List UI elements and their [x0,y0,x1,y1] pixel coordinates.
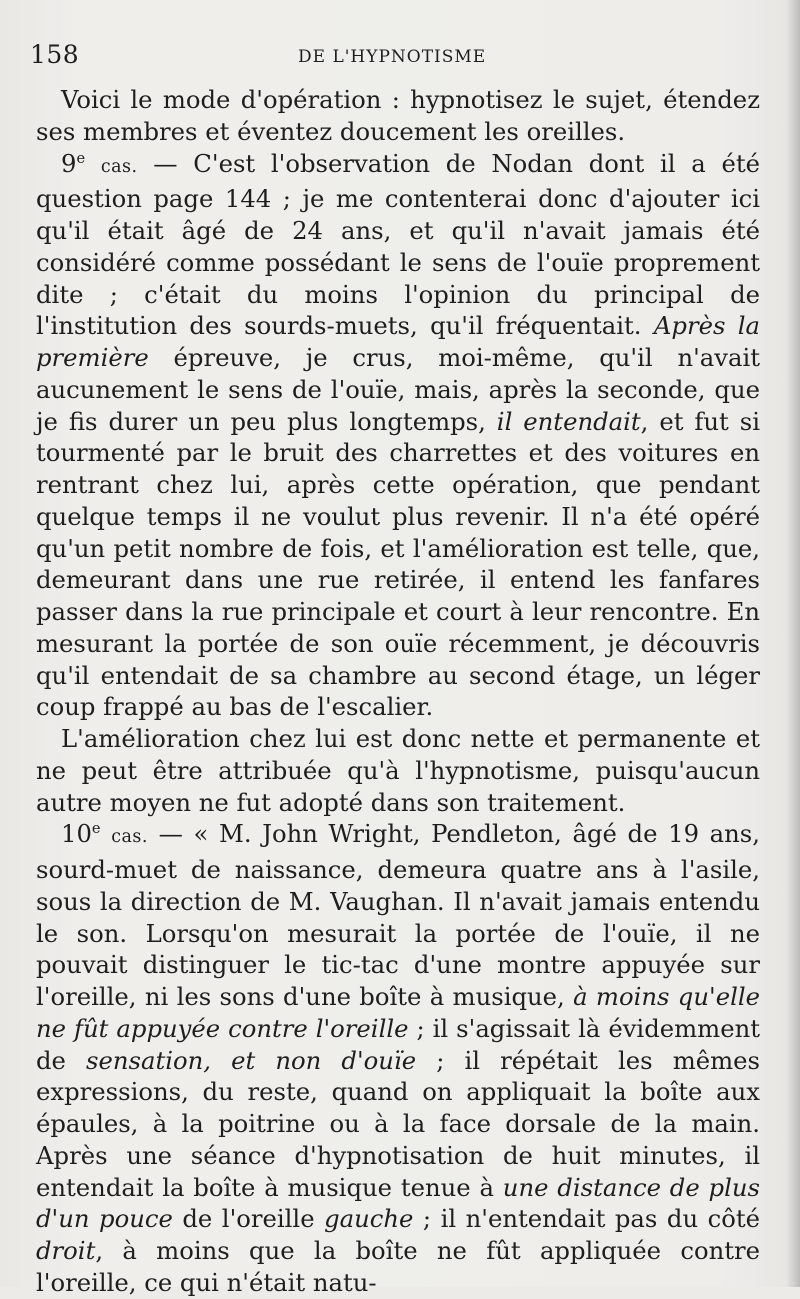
case-text: ; il s'agissait là évidemment de [36,1013,760,1075]
case-text: de l'oreille [172,1204,325,1234]
case-emphasis: gauche [324,1204,414,1234]
paragraph-case-9 [36,148,760,724]
case-label: cas. [100,156,138,177]
case-label: cas. [111,827,148,848]
case-text: , à moins que la boîte ne fût appliquée contre l'oreille, ce qui n'était natu- [36,1236,760,1297]
case-text: ; il n'entendait pas du côté [413,1204,760,1234]
case-superscript: e [76,149,86,167]
case-emphasis: à moins qu'elle ne fût appuyée contre l'oreille [36,982,760,1043]
case-text: — « M. John Wright, Pendleton, âgé de 19 ans, sourd-muet de naissance, demeura quatre ans à l'asile, sous la direction de M. Vaughan. Il n'avait jamais entendu le son. Lorsqu'on mesurait la portée de l'ouïe, il ne pouvait distinguer le tic-tac d'une montre appuyée sur l'oreille, ni les sons d'une boîte à musique, [36,819,760,1011]
case-number: 10 [61,819,92,849]
case-emphasis: Après la première [36,311,760,372]
case-text: , et fut si tourmenté par le bruit des charrettes et des voitures en rentrant chez lui, après cette opération, que pendant quelque temps il ne voulut plus revenir. Il n'a été opéré qu'un petit nombre de fois, et l'amélioration est telle, que, demeurant dans une rue retirée, il entend les fanfares passer dans la rue principale et court à leur rencontre. En mesurant la portée de son ouïe récemment, je découvris qu'il entendait de sa chambre au second étage, un léger coup frappé au bas de l'escalier. [36,406,760,722]
case-emphasis: une distance de plus d'un pouce [36,1172,760,1234]
paragraph-case-10 [36,818,760,1298]
case-text: ; il répétait les mêmes expressions, du reste, quand on appliquait la boîte aux épaules, à la poitrine ou à la face dorsale de la main. Après une séance d'hypnotisation de huit minutes, il entendait la boîte à musique tenue à [36,1045,760,1202]
paragraph-operation-mode: Voici le mode d'opération : hypnotisez le sujet, étendez ses membres et éventez doucement les oreilles. [36,85,760,146]
page-number: 158 [30,40,80,69]
page-edge-shadow [786,0,800,1287]
paragraph-conclusion: L'amélioration chez lui est donc nette et permanente et ne peut être attribuée qu'à l'hypnotisme, puisqu'aucun autre moyen ne fut adopté dans son traitement. [36,724,760,817]
running-head: DE L'HYPNOTISME [298,47,487,67]
case-text: épreuve, je crus, moi-même, qu'il n'avait aucunement le sens de l'ouïe, mais, après la seconde, que je fis durer un peu plus longtemps, [36,343,760,436]
case-superscript: e [91,820,101,838]
case-text: — C'est l'observation de Nodan dont il a été question page 144 ; je me contenterai donc d'ajouter ici qu'il était âgé de 24 ans, et qu'il n'avait jamais été considéré comme possédant le sens de l'ouïe proprement dite ; c'était du moins l'opinion du principal de l'institution des sourds-muets, qu'il fréquentait. [36,148,760,341]
body-text [36,84,760,1299]
case-emphasis: droit [36,1236,96,1265]
case-emphasis: il entendait [496,406,641,436]
page-header [30,40,770,74]
case-number: 9 [61,148,77,178]
case-emphasis: sensation, et non d'ouïe [86,1045,417,1075]
